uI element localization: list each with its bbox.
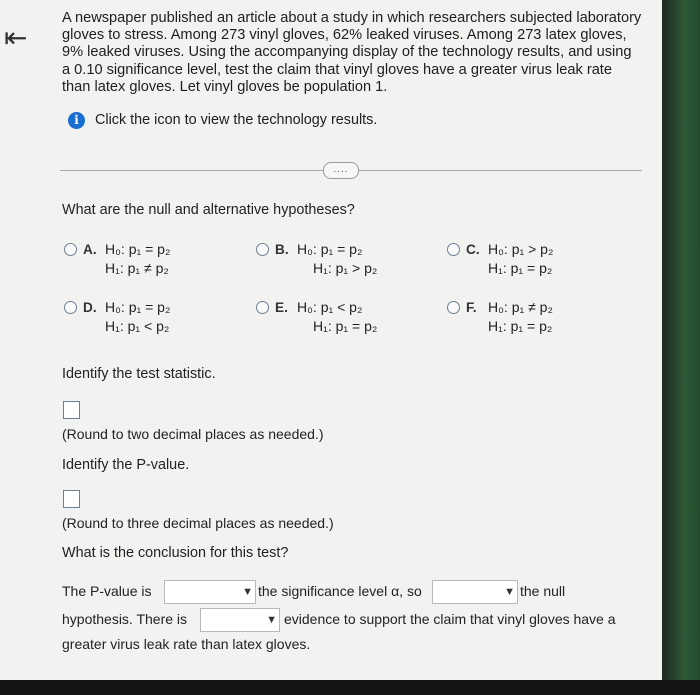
null-decision-dropdown[interactable] — [432, 580, 518, 604]
pvalue-comparison-dropdown[interactable] — [164, 580, 256, 604]
test-statistic-question: Identify the test statistic. — [62, 366, 216, 382]
evidence-dropdown[interactable] — [200, 608, 280, 632]
dropdown-arrow-icon: ▼ — [266, 614, 277, 626]
conclusion-text-4: hypothesis. There is — [62, 611, 188, 627]
background-edge — [662, 0, 700, 695]
option-a-h0: H₀: p₁ = p₂ — [105, 241, 171, 257]
radio-e[interactable] — [256, 301, 269, 314]
option-b-hypotheses — [297, 240, 377, 278]
back-arrow-icon[interactable]: ⇤ — [4, 22, 28, 53]
info-icon[interactable]: i — [68, 112, 85, 129]
option-e-hypotheses — [297, 298, 377, 336]
option-f-letter: F. — [466, 300, 477, 315]
option-c-h0: H₀: p₁ > p₂ — [488, 241, 554, 257]
option-d-hypotheses — [105, 298, 170, 336]
conclusion-line-1 — [62, 580, 652, 608]
option-e-h0: H₀: p₁ < p₂ — [297, 299, 363, 315]
option-b-h1: H₁: p₁ > p₂ — [313, 260, 378, 276]
radio-a[interactable] — [64, 243, 77, 256]
option-b-h0: H₀: p₁ = p₂ — [297, 241, 363, 257]
conclusion-line-2 — [62, 608, 652, 636]
option-d-h0: H₀: p₁ = p₂ — [105, 299, 171, 315]
option-f-h0: H₀: p₁ ≠ p₂ — [488, 299, 553, 315]
option-f-h1: H₁: p₁ = p₂ — [488, 318, 553, 334]
option-d[interactable] — [64, 298, 170, 336]
option-f[interactable] — [447, 298, 553, 336]
bottom-shadow — [0, 680, 700, 695]
option-e-letter: E. — [275, 300, 288, 315]
technology-results-text: Click the icon to view the technology results. — [95, 112, 378, 128]
option-f-hypotheses — [488, 298, 553, 336]
test-statistic-note: (Round to two decimal places as needed.) — [62, 426, 324, 442]
option-d-h1: H₁: p₁ < p₂ — [105, 318, 170, 334]
option-c-hypotheses — [488, 240, 553, 278]
option-b[interactable] — [256, 240, 377, 278]
option-c-letter: C. — [466, 242, 480, 257]
option-a-hypotheses — [105, 240, 170, 278]
conclusion-text-1: The P-value is — [62, 583, 152, 599]
conclusion-text-5: evidence to support the claim that vinyl gloves have a — [284, 611, 616, 627]
option-e-h1: H₁: p₁ = p₂ — [313, 318, 378, 334]
p-value-input[interactable] — [63, 490, 80, 508]
expand-more-button[interactable]: .... — [323, 162, 359, 179]
dropdown-arrow-icon: ▼ — [504, 586, 515, 598]
option-c-h1: H₁: p₁ = p₂ — [488, 260, 553, 276]
hypotheses-question: What are the null and alternative hypotheses? — [62, 202, 355, 218]
conclusion-text-3: the null — [520, 583, 566, 599]
problem-statement: A newspaper published an article about a study in which researchers subjected laboratory gloves to stress. Among 273 vinyl gloves, 62% leaked viruses. Among 273 latex gloves, 9% leaked viruses. Using the accompanying display of the technology results, and using a 0.10 significance level, test the claim that vinyl gloves have a greater virus leak rate than latex gloves. Let vinyl gloves be population 1. — [62, 10, 642, 95]
option-b-letter: B. — [275, 242, 289, 257]
option-a-letter: A. — [83, 242, 97, 257]
option-a[interactable] — [64, 240, 170, 278]
radio-d[interactable] — [64, 301, 77, 314]
p-value-note: (Round to three decimal places as needed.) — [62, 515, 334, 531]
p-value-question: Identify the P-value. — [62, 457, 190, 473]
technology-results-row — [68, 110, 377, 130]
option-c[interactable] — [447, 240, 553, 278]
option-e[interactable] — [256, 298, 377, 336]
conclusion-sentence — [62, 580, 652, 658]
option-a-h1: H₁: p₁ ≠ p₂ — [105, 260, 169, 276]
radio-b[interactable] — [256, 243, 269, 256]
option-d-letter: D. — [83, 300, 97, 315]
dropdown-arrow-icon: ▼ — [242, 586, 253, 598]
conclusion-question: What is the conclusion for this test? — [62, 545, 289, 561]
test-statistic-input[interactable] — [63, 401, 80, 419]
conclusion-text-2: the significance level α, so — [258, 583, 422, 599]
radio-c[interactable] — [447, 243, 460, 256]
conclusion-text-6: greater virus leak rate than latex gloves. — [62, 636, 311, 652]
conclusion-line-3 — [62, 636, 652, 658]
radio-f[interactable] — [447, 301, 460, 314]
